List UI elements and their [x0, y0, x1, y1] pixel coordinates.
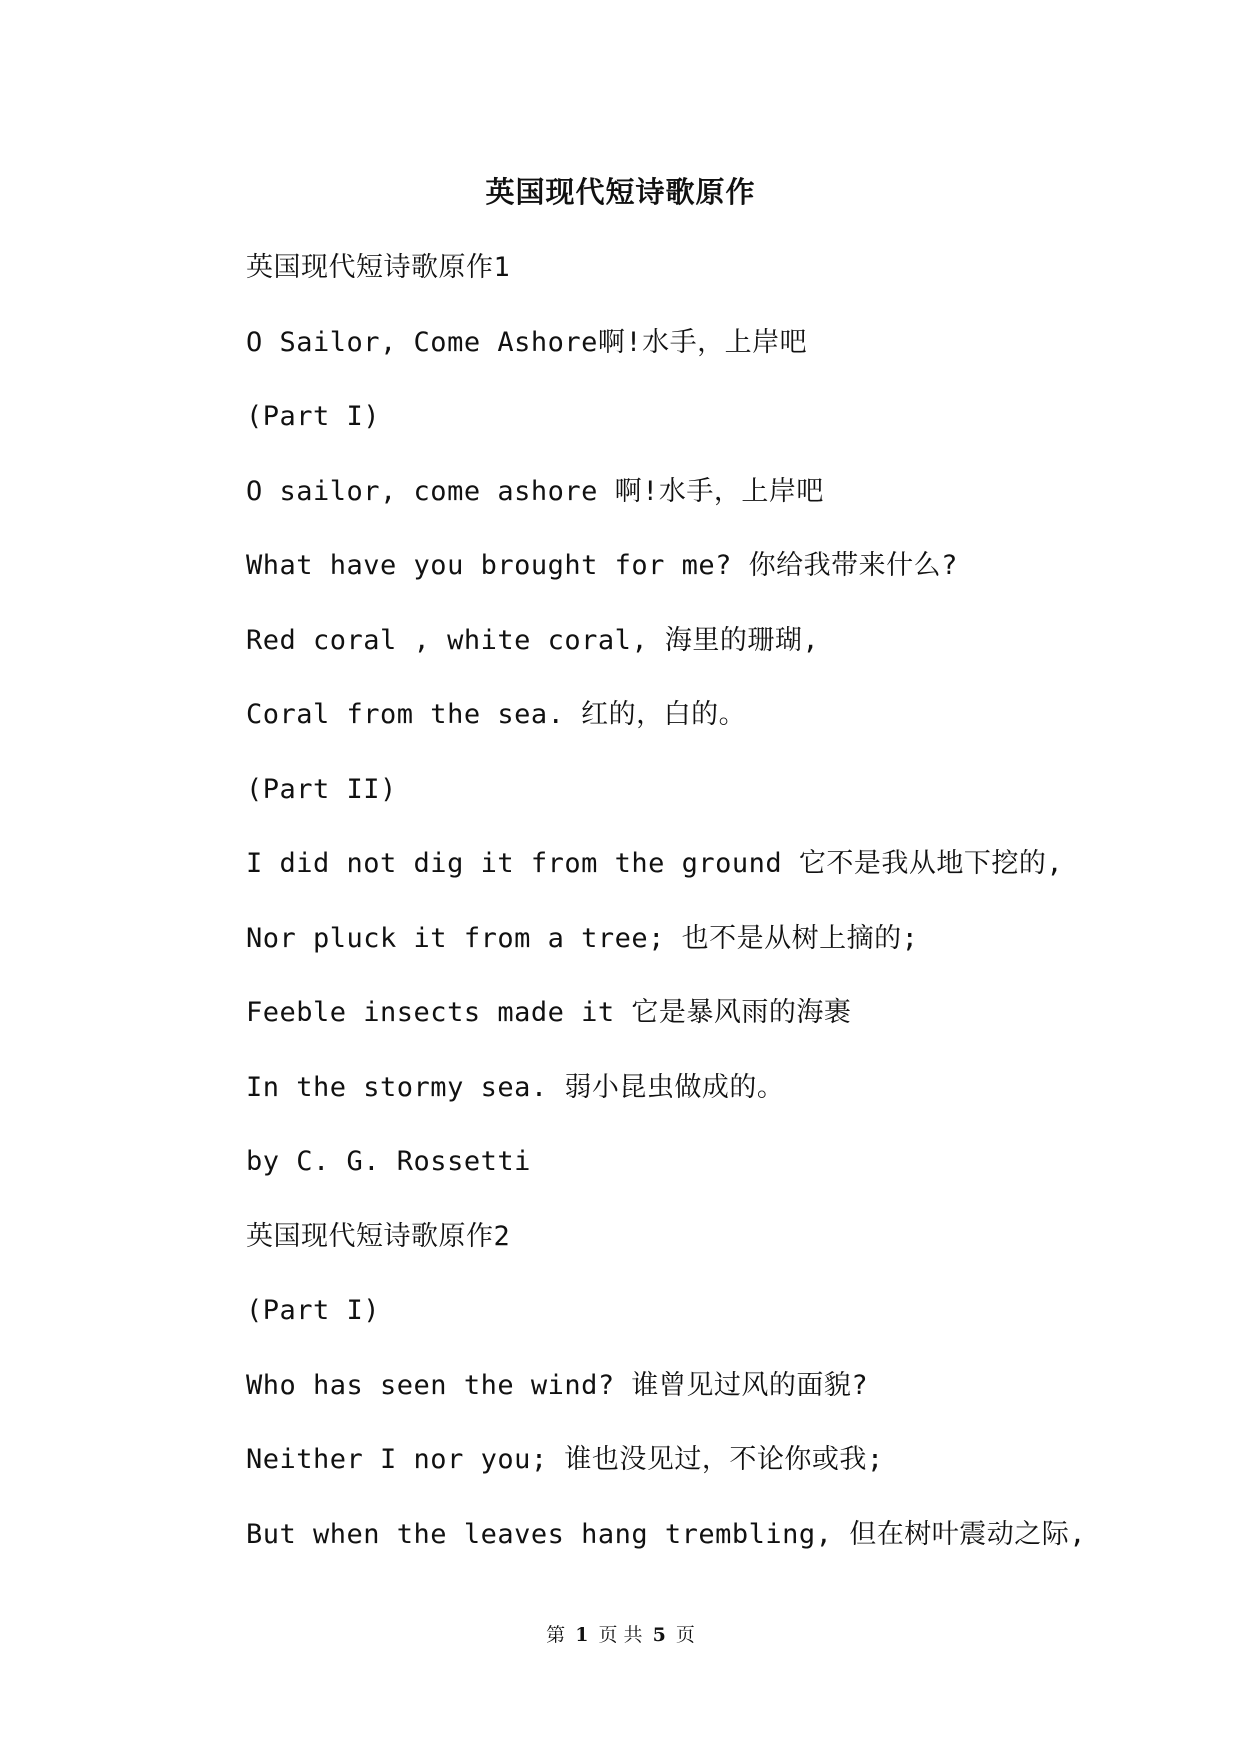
text-line: by C. G. Rossetti — [246, 1146, 531, 1177]
page-footer — [0, 1620, 1241, 1650]
document-title: 英国现代短诗歌原作 — [485, 175, 756, 209]
text-line: (Part II) — [246, 773, 397, 805]
text-line: O sailor, come ashore 啊!水手，上岸吧 — [246, 475, 824, 507]
footer-prefix: 第 — [546, 1624, 566, 1646]
text-line: Feeble insects made it 它是暴风雨的海裹 — [246, 997, 852, 1028]
text-line: Red coral , white coral, 海里的珊瑚, — [246, 624, 820, 656]
text-line: 英国现代短诗歌原作1 — [246, 252, 511, 283]
text-line: I did not dig it from the ground 它不是我从地下挖的, — [246, 848, 1064, 879]
text-line: In the stormy sea. 弱小昆虫做成的。 — [246, 1071, 785, 1103]
text-line: What have you brought for me? 你给我带来什么? — [246, 550, 958, 581]
footer-middle: 页 共 — [598, 1624, 643, 1646]
text-line: Nor pluck it from a tree; 也不是从树上摘的; — [246, 922, 919, 954]
current-page-number: 1 — [575, 1624, 589, 1646]
text-line: But when the leaves hang trembling, 但在树叶震动之际, — [246, 1518, 1086, 1550]
text-line: O Sailor, Come Ashore啊!水手，上岸吧 — [246, 326, 808, 358]
total-page-count: 5 — [652, 1624, 666, 1646]
text-line: Who has seen the wind? 谁曾见过风的面貌? — [246, 1369, 869, 1401]
text-line: (Part I) — [246, 401, 381, 432]
text-line: 英国现代短诗歌原作2 — [246, 1220, 511, 1252]
text-line: Coral from the sea. 红的，白的。 — [246, 699, 747, 730]
text-line: Neither I nor you; 谁也没见过，不论你或我; — [246, 1444, 884, 1475]
poem-body — [246, 248, 1146, 1589]
text-line: (Part I) — [246, 1295, 381, 1326]
footer-suffix: 页 — [675, 1624, 695, 1646]
